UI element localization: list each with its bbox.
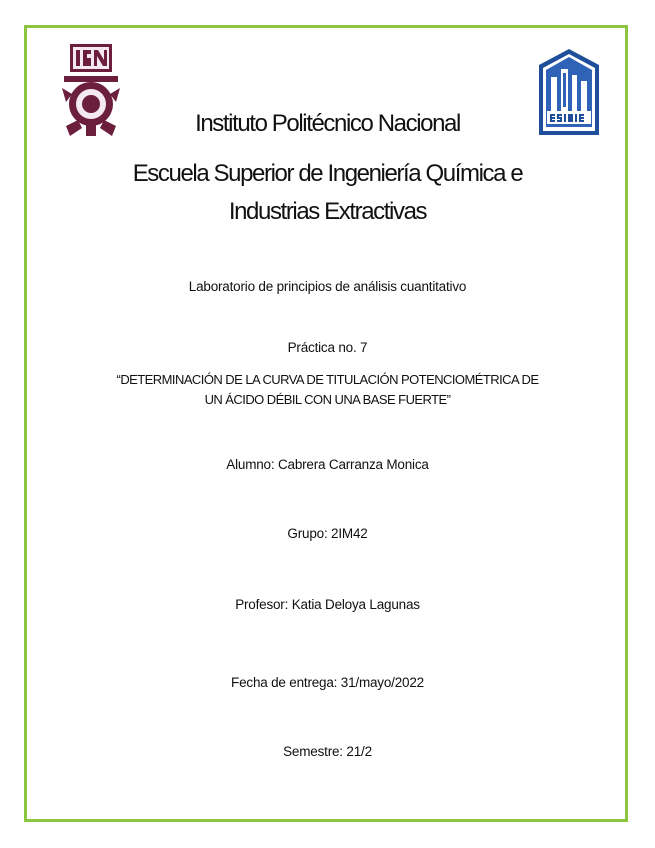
school-title-line1: Escuela Superior de Ingeniería Química e [132,160,523,187]
semester: Semestre: 21/2 [283,744,372,759]
group: Grupo: 2IM42 [287,526,368,541]
due-date: Fecha de entrega: 31/mayo/2022 [231,675,424,690]
practice-title-line1: “DETERMINACIÓN DE LA CURVA DE TITULACIÓN POTENCIOMÉTRICA DE [116,372,539,387]
practice-number: Práctica no. 7 [287,340,368,355]
student-name: Alumno: Cabrera Carranza Monica [226,457,429,472]
laboratory-name: Laboratorio de principios de análisis cuantitativo [188,279,467,294]
practice-title-line2: UN ÁCIDO DÉBIL CON UNA BASE FUERTE” [204,392,451,407]
school-title-line2: Industrias Extractivas [228,198,427,225]
page-border [24,25,628,822]
professor: Profesor: Katia Deloya Lagunas [235,597,420,612]
institution-title: Instituto Politécnico Nacional [195,110,460,137]
